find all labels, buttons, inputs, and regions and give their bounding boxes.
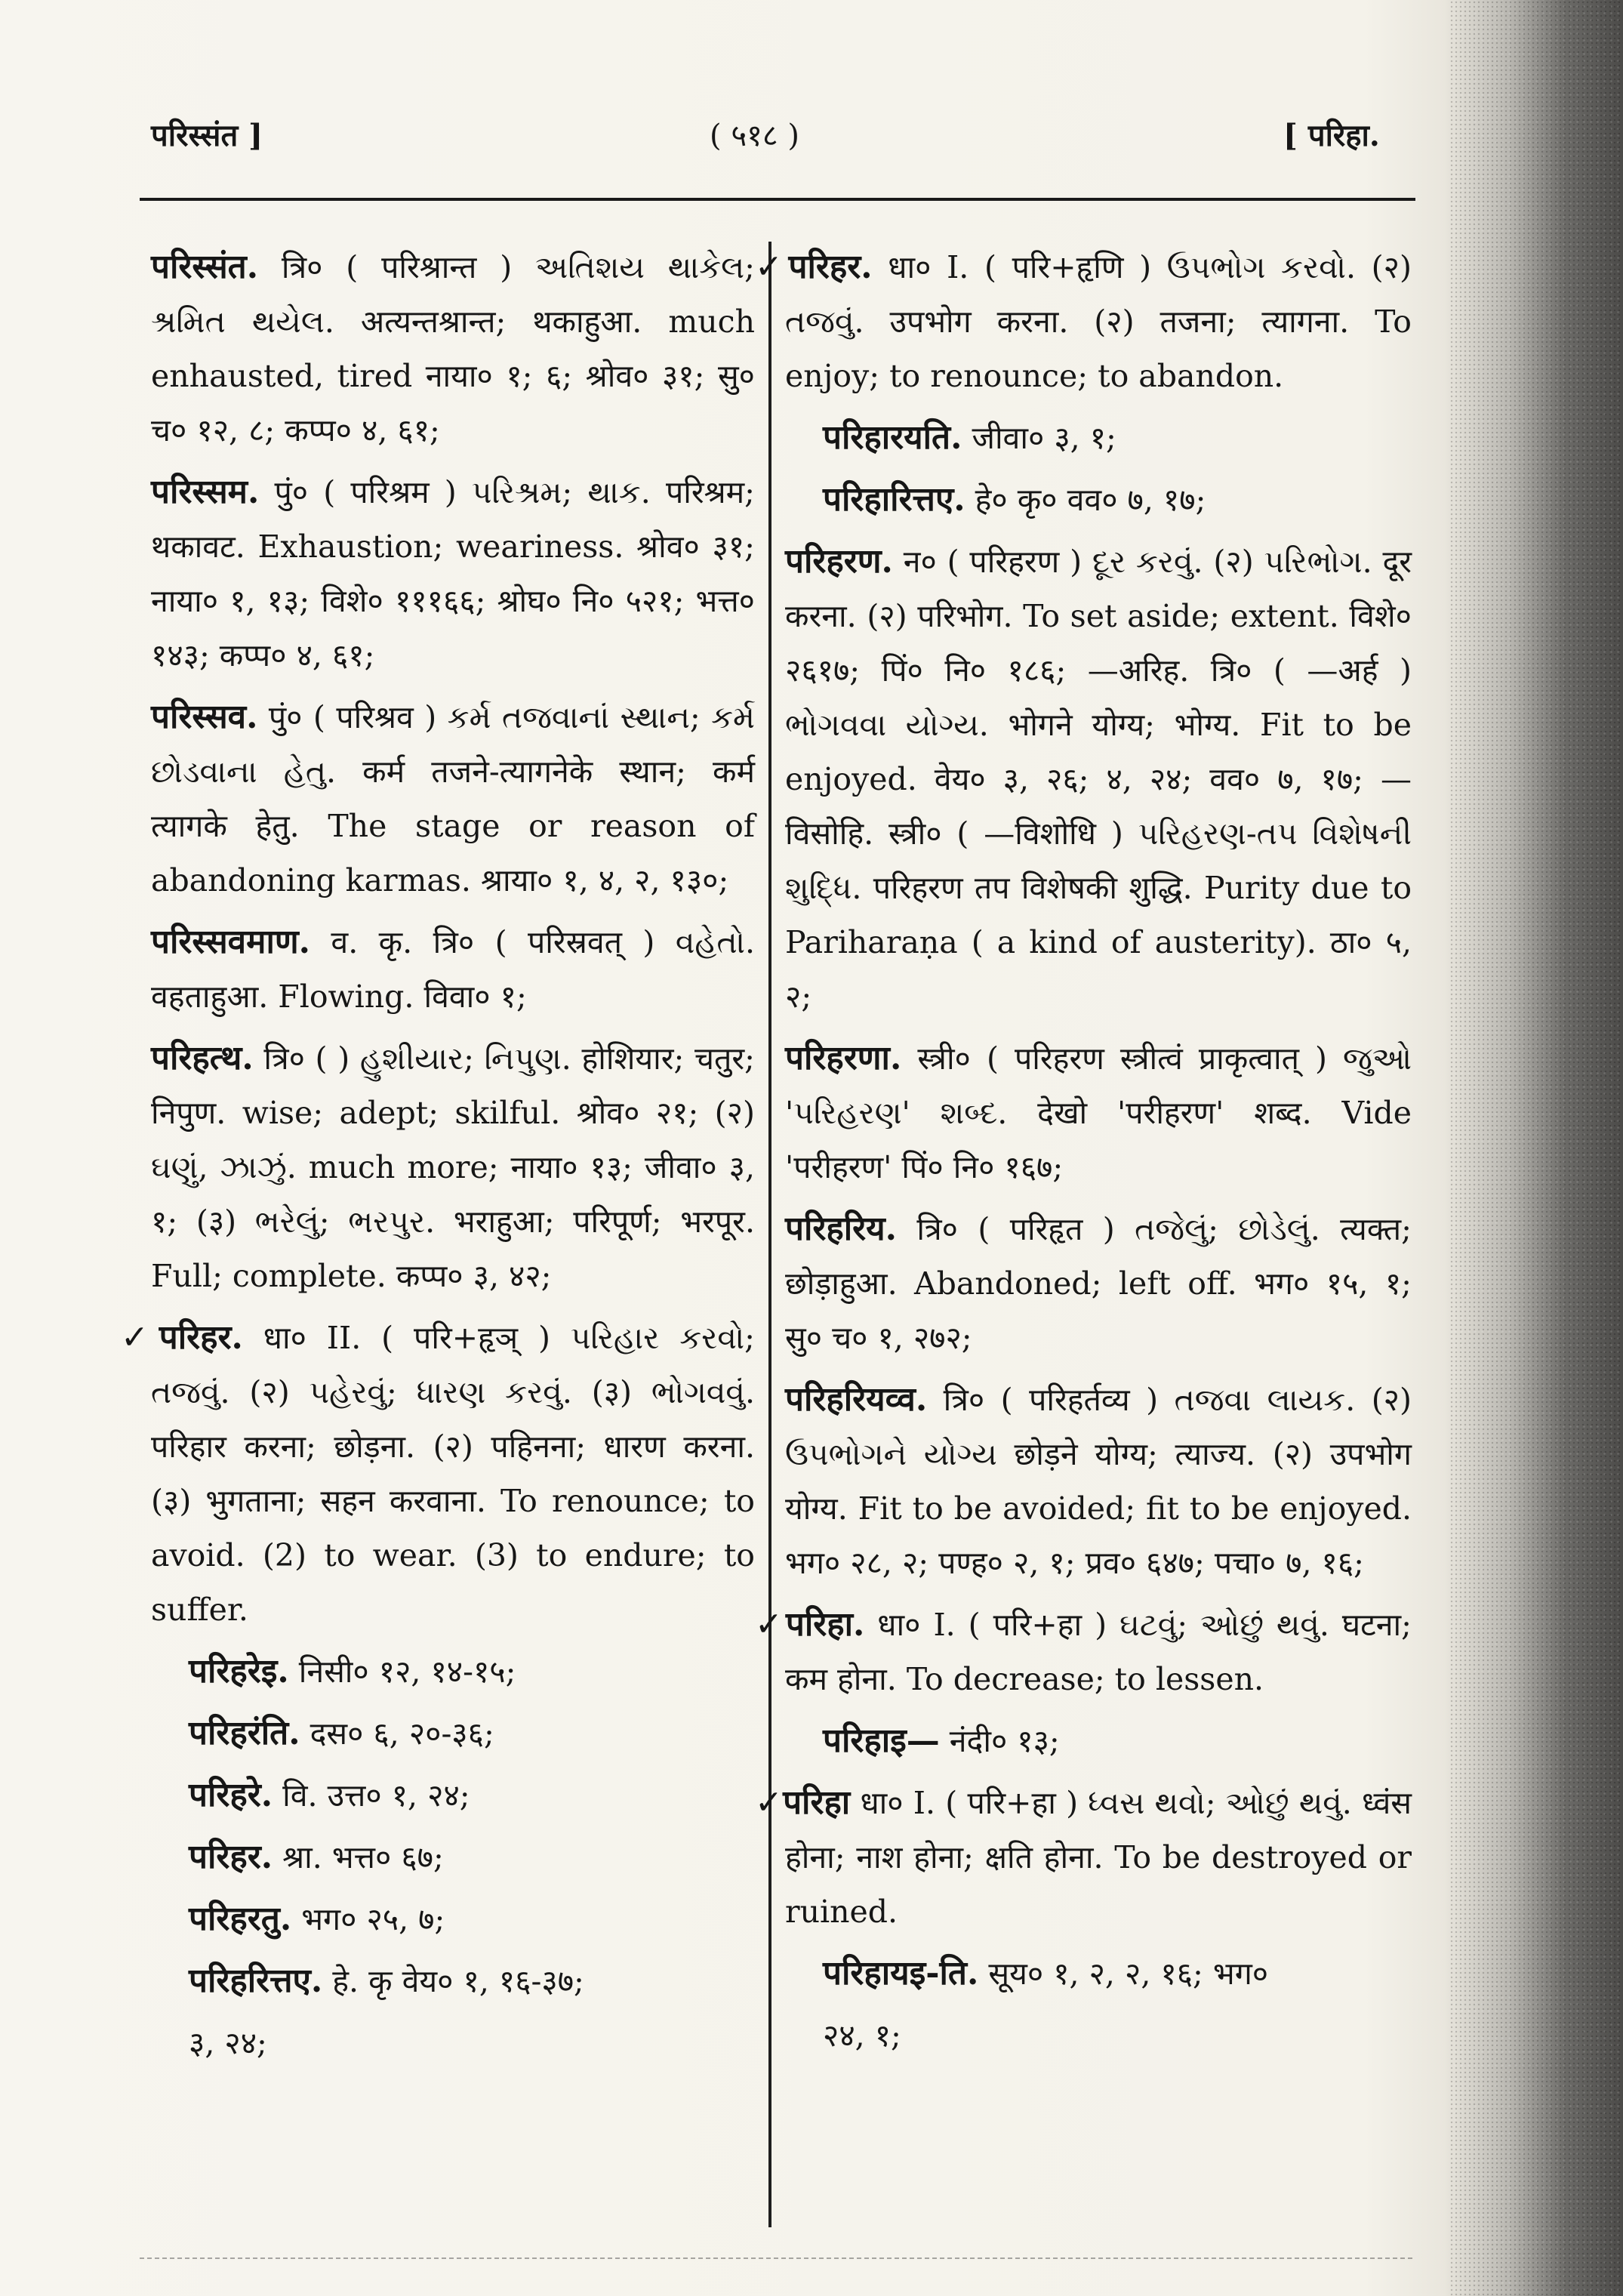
entry-headword: परिहारित्तए.: [823, 480, 965, 519]
entry-headword: परिहरंति.: [189, 1714, 300, 1752]
entry-definition: श्रा. भत्त० ६७;: [282, 1839, 444, 1875]
entry-definition: दस० ६, २०-३६;: [310, 1715, 494, 1752]
entry-definition: पुं० ( परिश्रम ) પરિશ્રમ; થાક. परिश्रम; थकावट. Exhaustion; weariness. श्रोव० ३१; नाया० १, १३; विशे० १११६६; श्रोघ० नि० ५२१; भत्त० १४३; कप्प० ४, ६१;: [151, 474, 755, 673]
column-divider: [768, 242, 771, 2227]
dictionary-entry: [785, 1946, 1412, 2001]
dictionary-entry: [151, 465, 755, 683]
entry-definition: निसी० १२, १४-१५;: [298, 1653, 516, 1690]
entry-headword: परिहरित्तए.: [189, 1962, 323, 2000]
entry-headword: परिहाइ—: [823, 1721, 940, 1760]
page-number: ( ५१८ ): [710, 119, 800, 153]
entry-headword: परिहर.: [159, 1318, 243, 1357]
dictionary-entry: [151, 1892, 755, 1946]
dictionary-entry: [755, 240, 1412, 403]
checkmark-icon: ✓: [755, 248, 789, 286]
checkmark-icon: ✓: [755, 1605, 786, 1644]
dictionary-entry: [785, 1373, 1412, 1590]
dictionary-entry: [785, 473, 1412, 527]
dictionary-entry: [785, 1714, 1412, 1768]
dictionary-entry: [151, 240, 755, 458]
entry-headword: परिहरेइ.: [189, 1652, 289, 1690]
dictionary-entry: [785, 2008, 1412, 2063]
header-right-guide-word: [ परिहा.: [1283, 118, 1380, 153]
dictionary-entry: [151, 915, 755, 1024]
dictionary-entry: [785, 535, 1412, 1024]
dictionary-entry: [755, 1598, 1412, 1706]
entry-definition: धा० I. ( परि+हा ) ધ્વસ થવો; ઓછું થવું. ध्वंस होना; नाश होना; क्षति होना. To be destroyed or ruined.: [785, 1785, 1412, 1930]
left-column: [121, 240, 755, 2078]
entry-definition: धा० II. ( परि+हृञ् ) પરિહાર કરવો; તજવું. (२) પહેરવું; ધારણ કરવું. (३) ભોગવવું. परिहार करना; छोड़ना. (२) पहिनना; धारण करना. (३) भुगताना; सहन करवाना. To renounce; to avoid. (2) to wear. (3) to endure; to suffer.: [151, 1320, 755, 1628]
entry-headword: परिहा.: [785, 1605, 865, 1644]
dictionary-entry: [785, 1202, 1412, 1365]
entry-definition: वि. उत्त० १, २४;: [282, 1777, 470, 1814]
entry-headword: परिस्संत.: [151, 248, 259, 286]
dictionary-entry: [151, 1031, 755, 1303]
entry-headword: परिहत्थ.: [151, 1039, 254, 1077]
entry-definition: त्रि० ( ) હુશીયાર; નિપુણ. होशियार; चतुर; निपुण. wise; adept; skilful. श्रोव० २१; (२) ઘણું, ઝાઝું. much more; नाया० १३; जीवा० ३, १; (३) ભરેલું; ભરપુર. भराहुआ; परिपूर्ण; भरपूर. Full; complete. कप्प० ३, ४२;: [151, 1040, 755, 1294]
dictionary-entry: [755, 1776, 1412, 1939]
entry-definition: ३, २४;: [189, 2025, 267, 2061]
entry-definition: सूय० १, २, २, १६; भग०: [988, 1955, 1269, 1992]
page-header: [0, 0, 1623, 196]
right-column: [755, 240, 1412, 2070]
dictionary-entry: [151, 2016, 755, 2070]
entry-headword: परिहा: [783, 1783, 851, 1822]
dictionary-entry: [151, 1644, 755, 1699]
entry-headword: परिहरण.: [785, 542, 893, 581]
header-rule: [140, 198, 1415, 201]
entry-headword: परिहारयति.: [823, 418, 962, 457]
entry-definition: हे० कृ० वव० ७, १७;: [975, 482, 1206, 518]
dictionary-entry: [121, 1311, 755, 1637]
entry-definition: नंदी० १३;: [949, 1723, 1060, 1759]
dictionary-entry: [785, 411, 1412, 465]
entry-definition: न० ( परिहरण ) દૂર કરવું. (२) પરિભોગ. दूर करना. (२) परिभोग. To set aside; extent. विशे० २६१७; पिं० नि० १८६; —अरिह. त्रि० ( —अर्ह ) ભોગવવા યોગ્ય. भोगने योग्य; भोग्य. Fit to be enjoyed. वेय० ३, २६; ४, २४; वव० ७, १७; —विसोहि. स्त्री० ( —विशोधि ) પરિહરણ-તપ વિશેષની શુદ્ધિ. परिहरण तप विशेषकी शुद्धि. Purity due to Pariharaṇa ( a kind of austerity). ठा० ५, २;: [785, 544, 1412, 1015]
entry-definition: जीवा० ३, १;: [972, 420, 1116, 456]
entry-headword: परिस्सम.: [151, 473, 260, 511]
entry-definition: त्रि० ( परिहृत ) તજેલું; છોડેલું. त्यक्त; छोड़ाहुआ. Abandoned; left off. भग० १५, १; सु० च० १, २७२;: [785, 1211, 1412, 1356]
checkmark-icon: ✓: [755, 1783, 784, 1822]
page-footer-rule: [140, 2257, 1415, 2259]
entry-definition: त्रि० ( परिश्रान्त ) અતિશય થાકેલ; શ્રમિત થયેલ. अत्यन्तश्रान्त; थकाहुआ. much enhausted, tired नाया० १; ६; श्रोव० ३१; सु० च० १२, ८; कप्प० ४, ६१;: [151, 249, 755, 448]
entry-headword: परिस्सव.: [151, 698, 258, 736]
entry-headword: परिहरिय.: [785, 1210, 897, 1248]
dictionary-entry: [151, 690, 755, 908]
entry-definition: धा० I. ( परि+हा ) ઘટવું; ઓછું થવું. घटना; कम होना. To decrease; to lessen.: [785, 1607, 1412, 1697]
entry-definition: २४, १;: [823, 2017, 901, 2054]
dictionary-entry: [151, 1954, 755, 2008]
entry-headword: परिहर.: [788, 248, 873, 286]
entry-headword: परिहरियव्व.: [785, 1380, 928, 1419]
entry-headword: परिहरणा.: [785, 1039, 902, 1077]
dictionary-entry: [151, 1768, 755, 1823]
entry-definition: धा० I. ( परि+हृणि ) ઉપભોગ કરવો. (२) તજવું. उपभोग करना. (२) तजना; त्यागना. To enjoy; to renounce; to abandon.: [785, 249, 1412, 394]
checkmark-icon: ✓: [121, 1318, 159, 1357]
entry-definition: पुं० ( परिश्रव ) કર્મ તજવાનાં સ્થાન; કર્મ છોડવાના હેતુ. कर्म तजने-त्यागनेके स्थान; कर्म त्यागके हेतु. The stage or reason of abandoning karmas. श्राया० १, ४, २, १३०;: [151, 699, 755, 898]
entry-headword: परिहर.: [189, 1838, 273, 1876]
dictionary-entry: [151, 1706, 755, 1761]
entry-definition: हे. कृ वेय० १, १६-३७;: [332, 1963, 584, 1999]
entry-headword: परिहरतु.: [189, 1900, 292, 1938]
entry-headword: परिस्सवमाण.: [151, 923, 310, 961]
entry-definition: व. कृ. त्रि० ( परिस्रवत् ) વહેતો. वहताहुआ. Flowing. विवा० १;: [151, 924, 755, 1015]
dictionary-entry: [151, 1830, 755, 1885]
entry-headword: परिहायइ-ति.: [823, 1954, 979, 1992]
entry-definition: त्रि० ( परिहर्तव्य ) તજવા લાયક. (२) ઉપભોગને યોગ્ય छोड़ने योग्य; त्याज्य. (२) उपभोग योग्य. Fit to be avoided; fit to be enjoyed. भग० २८, २; पण्ह० २, १; प्रव० ६४७; पचा० ७, १६;: [785, 1382, 1412, 1581]
entry-definition: स्त्री० ( परिहरण स्त्रीत्वं प्राकृत्वात् ) જુઓ 'પરિહરણ' શબ્દ. देखो 'परीहरण' शब्द. Vide 'परीहरण' पिं० नि० १६७;: [785, 1040, 1412, 1185]
entry-definition: भग० २५, ७;: [301, 1901, 445, 1937]
dictionary-entry: [785, 1031, 1412, 1194]
entry-headword: परिहरे.: [189, 1776, 273, 1814]
header-left-guide-word: परिस्संत ]: [151, 118, 263, 153]
scanned-page-edge: [1449, 0, 1623, 2296]
